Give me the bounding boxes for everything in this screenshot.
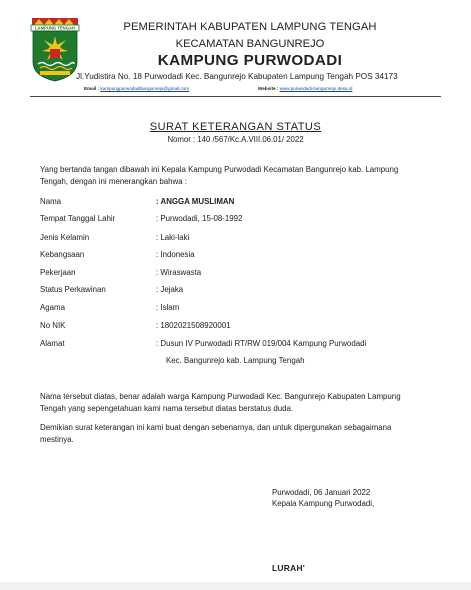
logo-banner-text: LAMPUNG TENGAH: [34, 25, 76, 31]
letter-closing-remark: Demikian surat keterangan ini kami buat dengan sebenarnya, dan untuk dipergunakan sebagaimana mestinya.: [40, 423, 392, 444]
field-value: : ANGGA MUSLIMAN: [156, 197, 235, 206]
field-value: : Laki-laki: [156, 233, 190, 242]
letterhead-website: [258, 86, 352, 91]
letterhead-divider: [30, 96, 441, 97]
letter-intro: Yang bertanda tangan dibawah ini Kepala Kampung Purwodadi Kecamatan Bangunrejo kab. Lampung Tengah, dengan ini menerangkan bahwa :: [40, 165, 399, 186]
field-label: Alamat: [40, 339, 65, 348]
field-value: : Jejaka: [156, 285, 184, 294]
email-label: Email :: [84, 86, 100, 91]
field-label: Pekerjaan: [40, 268, 76, 277]
signature-date: Purwodadi, 06 Januari 2022: [272, 488, 371, 497]
field-value: : Islam: [156, 303, 180, 312]
field-value: : Purwodadi, 15-08-1992: [156, 214, 243, 223]
field-label: Jenis Kelamin: [40, 233, 90, 242]
district-emblem-icon: [30, 18, 80, 82]
field-label: Kebangsaan: [40, 250, 85, 259]
letter-title: SURAT KETERANGAN STATUS: [149, 121, 322, 133]
letterhead-government: PEMERINTAH KABUPATEN LAMPUNG TENGAH: [123, 21, 377, 33]
letterhead-email: [84, 86, 189, 91]
letterhead-address: Jl.Yudistira No. 18 Purwodadi Kec. Bangunrejo Kabupaten Lampung Tengah POS 34173: [76, 72, 398, 81]
field-value: : 1802021508920001: [156, 321, 231, 330]
field-value: : Indonesia: [156, 250, 195, 259]
website-link[interactable]: www.purwodadi-bangunrejo.desa.id: [279, 86, 353, 91]
field-address-line2: Kec. Bangunrejo kab. Lampung Tengah: [166, 356, 305, 365]
website-label: Website :: [258, 86, 279, 91]
letterhead-village: KAMPUNG PURWODADI: [157, 52, 343, 69]
field-label: No NIK: [40, 321, 66, 330]
field-label: Tempat Tanggal Lahir: [40, 214, 116, 223]
letter-closing-statement: Nama tersebut diatas, benar adalah warga Kampung Purwodadi Kec. Bangunrejo Kabupaten Lampung Tengah yang sepengetahuan kami nama tersebut diatas berstatus duda.: [40, 392, 401, 413]
field-label: Agama: [40, 303, 66, 312]
letterhead-district: KECAMATAN BANGUNREJO: [175, 38, 325, 50]
letter-number: Nomor : 140 /567/Kc.A.VIII.06.01/ 2022: [167, 135, 304, 144]
field-value: : Dusun IV Purwodadi RT/RW 019/004 Kampung Purwodadi: [156, 339, 367, 348]
signature-name: LURAH': [272, 563, 306, 573]
email-link[interactable]: kampungpurwodadibangunrejo@gmail.com: [100, 86, 190, 91]
field-label: Nama: [40, 197, 62, 206]
page-bottom-edge: [0, 582, 471, 590]
field-label: Status Perkawinan: [40, 285, 106, 294]
signature-title: Kepala Kampung Purwodadi,: [272, 499, 375, 508]
field-value: : Wiraswasta: [156, 268, 202, 277]
